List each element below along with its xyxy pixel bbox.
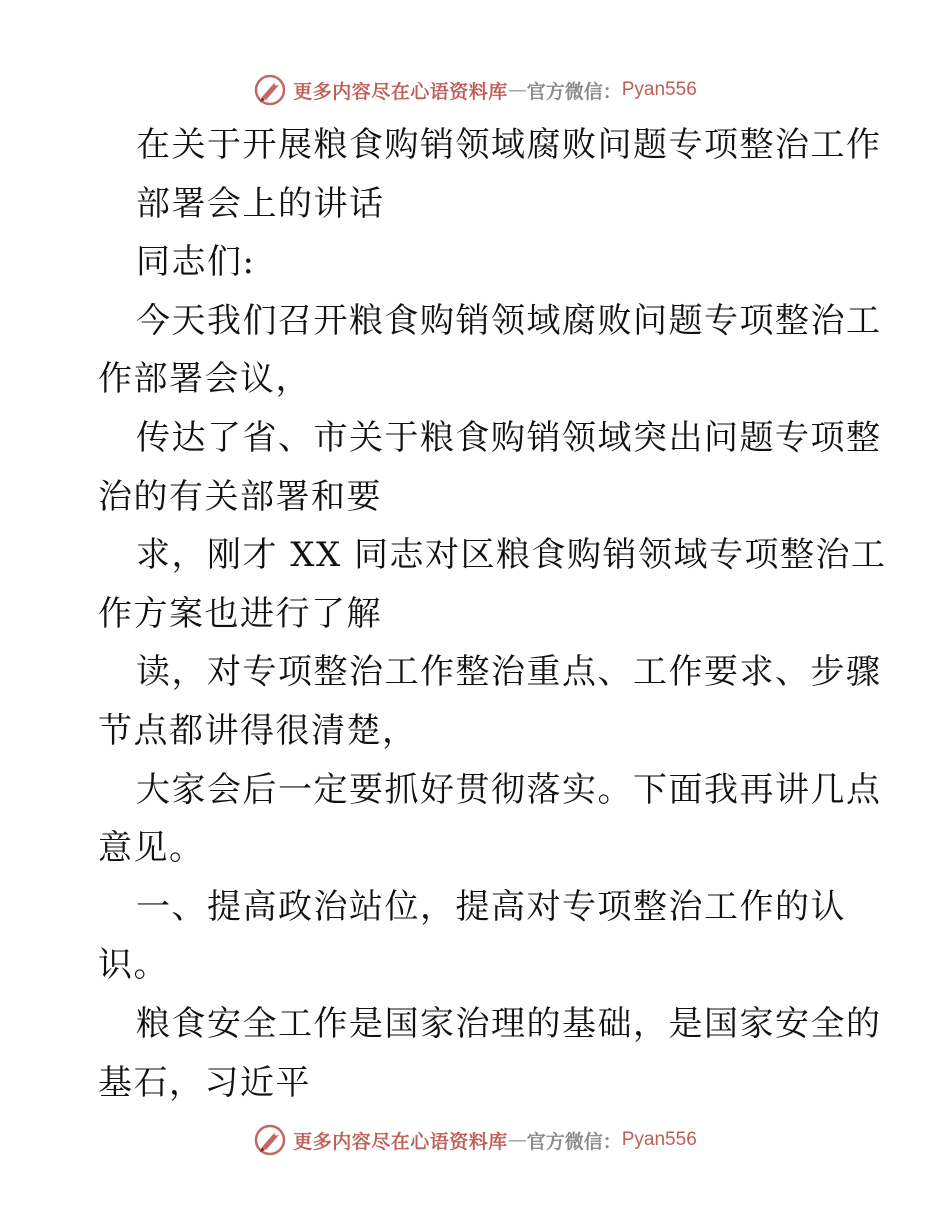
section-heading: 一、提高政治站位，提高对专项整治工作的认 xyxy=(136,886,846,927)
footer-banner xyxy=(0,1120,950,1160)
body-line: 粮食安全工作是国家治理的基础，是国家安全的 xyxy=(136,1003,882,1044)
body-line: 今天我们召开粮食购销领域腐败问题专项整治工 xyxy=(136,300,882,341)
body-line: 意见。 xyxy=(98,828,205,869)
pen-logo-icon xyxy=(253,1123,287,1157)
footer-official-label: 官方微信： xyxy=(526,1130,622,1153)
header-official-label: 官方微信： xyxy=(526,80,622,103)
header-brand-text: 更多内容尽在心语资料库 xyxy=(293,80,508,103)
doc-title-line-2: 部署会上的讲话 xyxy=(136,183,385,224)
body-line: 读，对专项整治工作整治重点、工作要求、步骤 xyxy=(136,652,882,693)
doc-title-line-1: 在关于开展粮食购销领域腐败问题专项整治工作 xyxy=(136,125,882,165)
body-line: 治的有关部署和要 xyxy=(98,476,382,517)
footer-brand-text: 更多内容尽在心语资料库 xyxy=(293,1130,508,1153)
footer-wechat-handle: Pyan556 xyxy=(621,1129,697,1150)
header-banner xyxy=(0,70,950,110)
document-body xyxy=(98,116,887,1112)
body-line: 节点都讲得很清楚， xyxy=(98,710,418,751)
pen-logo-icon xyxy=(253,73,287,107)
body-line: 求，刚才 XX 同志对区粮食购销领域专项整治工 xyxy=(136,535,887,576)
header-dash: — xyxy=(507,79,527,101)
body-line: 基石，习近平 xyxy=(98,1062,311,1103)
body-line: 传达了省、市关于粮食购销领域突出问题专项整 xyxy=(136,417,882,458)
footer-dash: — xyxy=(507,1129,527,1151)
section-heading-continued: 识。 xyxy=(98,945,169,986)
body-line: 作部署会议， xyxy=(98,359,311,400)
salutation: 同志们: xyxy=(136,242,256,283)
body-line: 作方案也进行了解 xyxy=(98,593,382,634)
body-line: 大家会后一定要抓好贯彻落实。下面我再讲几点 xyxy=(136,769,882,810)
header-wechat-handle: Pyan556 xyxy=(621,79,697,100)
